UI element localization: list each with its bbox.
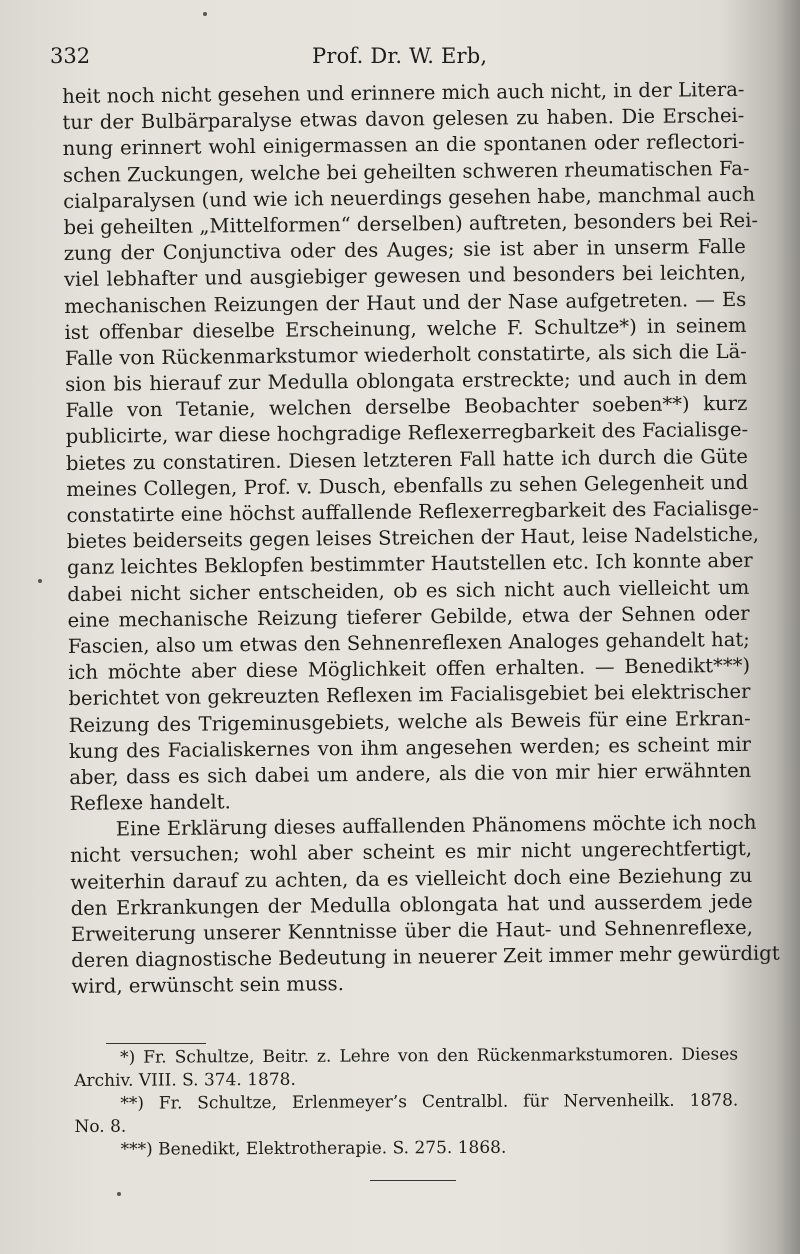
print-speck [38,579,42,583]
text-line: nung erinnert wohl einigermassen an die spontanen oder reflectori- [62,130,745,161]
print-speck [203,12,207,16]
footnotes [74,1044,739,1162]
text-line: heit noch nicht gesehen und erinnere mich auch nicht, in der Litera- [62,77,745,108]
text-line: tur der Bulbärparalyse etwas davon gelesen zu haben. Die Erschei- [62,104,745,135]
text-line: nicht versuchen; wohl aber scheint es mir nicht ungerechtfertigt, [69,837,753,868]
text-line: eine mechanische Reizung tieferer Gebilde, etwa der Sehnen oder [67,601,750,632]
print-speck [117,1192,121,1196]
text-line: bietes zu constatiren. Diesen letzteren Fall hatte ich durch die Güte [65,444,749,475]
text-line: schen Zuckungen, welche bei geheilten schweren rheumatischen Fa- [62,156,750,187]
text-line: publicirte, war diese hochgradige Reflexerregbarkeit des Facialisge- [65,418,749,449]
text-line: Fascien, also um etwas den Sehnenreflexen Analoges gehandelt hat; [67,627,750,658]
footnote-line: **) Fr. Schultze, Erlenmeyer’s Centralbl. für Nervenheilk. 1878. [120,1090,739,1114]
text-line: Falle von Tetanie, welchen derselbe Beobachter soeben**) kurz [65,392,748,423]
text-line: sion bis hierauf zur Medulla oblongata erstreckte; und auch in dem [65,365,748,397]
text-line: cialparalysen (und wie ich neuerdings gesehen habe, manchmal auch [63,182,756,213]
text-line: dabei nicht sicher entscheiden, ob es sich nicht auch vielleicht um [67,575,750,606]
text-line: ich möchte aber diese Möglichkeit offen erhalten. — Benedikt***) [68,653,751,685]
footnote-line: No. 8. [74,1116,127,1137]
body-text [62,77,780,1001]
text-line: bietes beiderseits gegen leises Streichen der Haut, leise Nadelstiche, [66,522,760,554]
text-line: kung des Facialiskernes von ihm angesehen werden; es scheint mir [68,732,752,763]
text-line: constatirte eine höchst auffallende Reflexerregbarkeit des Facialisge- [66,496,759,527]
text-line: den Erkrankungen der Medulla oblongata hat und ausserdem jede [70,889,753,920]
text-line: bei geheilten „Mittelformen“ derselben) auftreten, besonders bei Rei- [63,208,759,239]
text-line: mechanischen Reizungen der Haut und der Nase aufgetreten. — Es [64,287,747,318]
text-line: berichtet von gekreuzten Reflexen im Facialisgebiet bei elektrischer [68,680,751,711]
text-line: meines Collegen, Prof. v. Dusch, ebenfalls zu sehen Gelegenheit und [66,470,749,501]
page-header [50,44,750,76]
footnote-divider [106,1043,206,1044]
footnote-line: Archiv. VIII. S. 374. 1878. [74,1069,296,1091]
text-line: Reizung des Trigeminusgebiets, welche als Beweis für eine Erkran- [68,706,751,737]
text-line: Falle von Rückenmarkstumor wiederholt constatirte, als sich die Lä- [64,339,747,370]
running-title: Prof. Dr. W. Erb, [312,44,488,68]
text-line: ganz leichtes Beklopfen bestimmter Hautstellen etc. Ich konnte aber [66,549,753,580]
text-line: zung der Conjunctiva oder des Auges; sie ist aber in unserm Falle [63,234,746,266]
footnote-line: *) Fr. Schultze, Beitr. z. Lehre von den Rückenmarkstumoren. Dieses [120,1044,739,1068]
text-line: viel lebhafter und ausgiebiger gewesen und besonders bei leichten, [63,261,747,292]
text-line: ist offenbar dieselbe Erscheinung, welche F. Schultze*) in seinem [64,313,747,344]
text-line: wird, erwünscht sein muss. [71,972,344,999]
text-line: Eine Erklärung dieses auffallenden Phänomens möchte ich noch [115,811,757,841]
footnote-line: ***) Benedikt, Elektrotherapie. S. 275. 1868. [120,1137,507,1160]
text-line: Erweiterung unserer Kenntnisse über die Haut- und Sehnenreflexe, [70,915,753,946]
text-line: deren diagnostische Bedeutung in neuerer Zeit immer mehr gewürdigt [71,941,780,973]
text-line: aber, dass es sich dabei um andere, als die von mir hier erwähnten [69,758,752,789]
text-line: Reflexe handelt. [69,790,231,816]
text-line: weiterhin darauf zu achten, da es vielleicht doch eine Beziehung zu [70,863,753,894]
page-number: 332 [50,44,91,68]
end-rule [370,1180,456,1181]
